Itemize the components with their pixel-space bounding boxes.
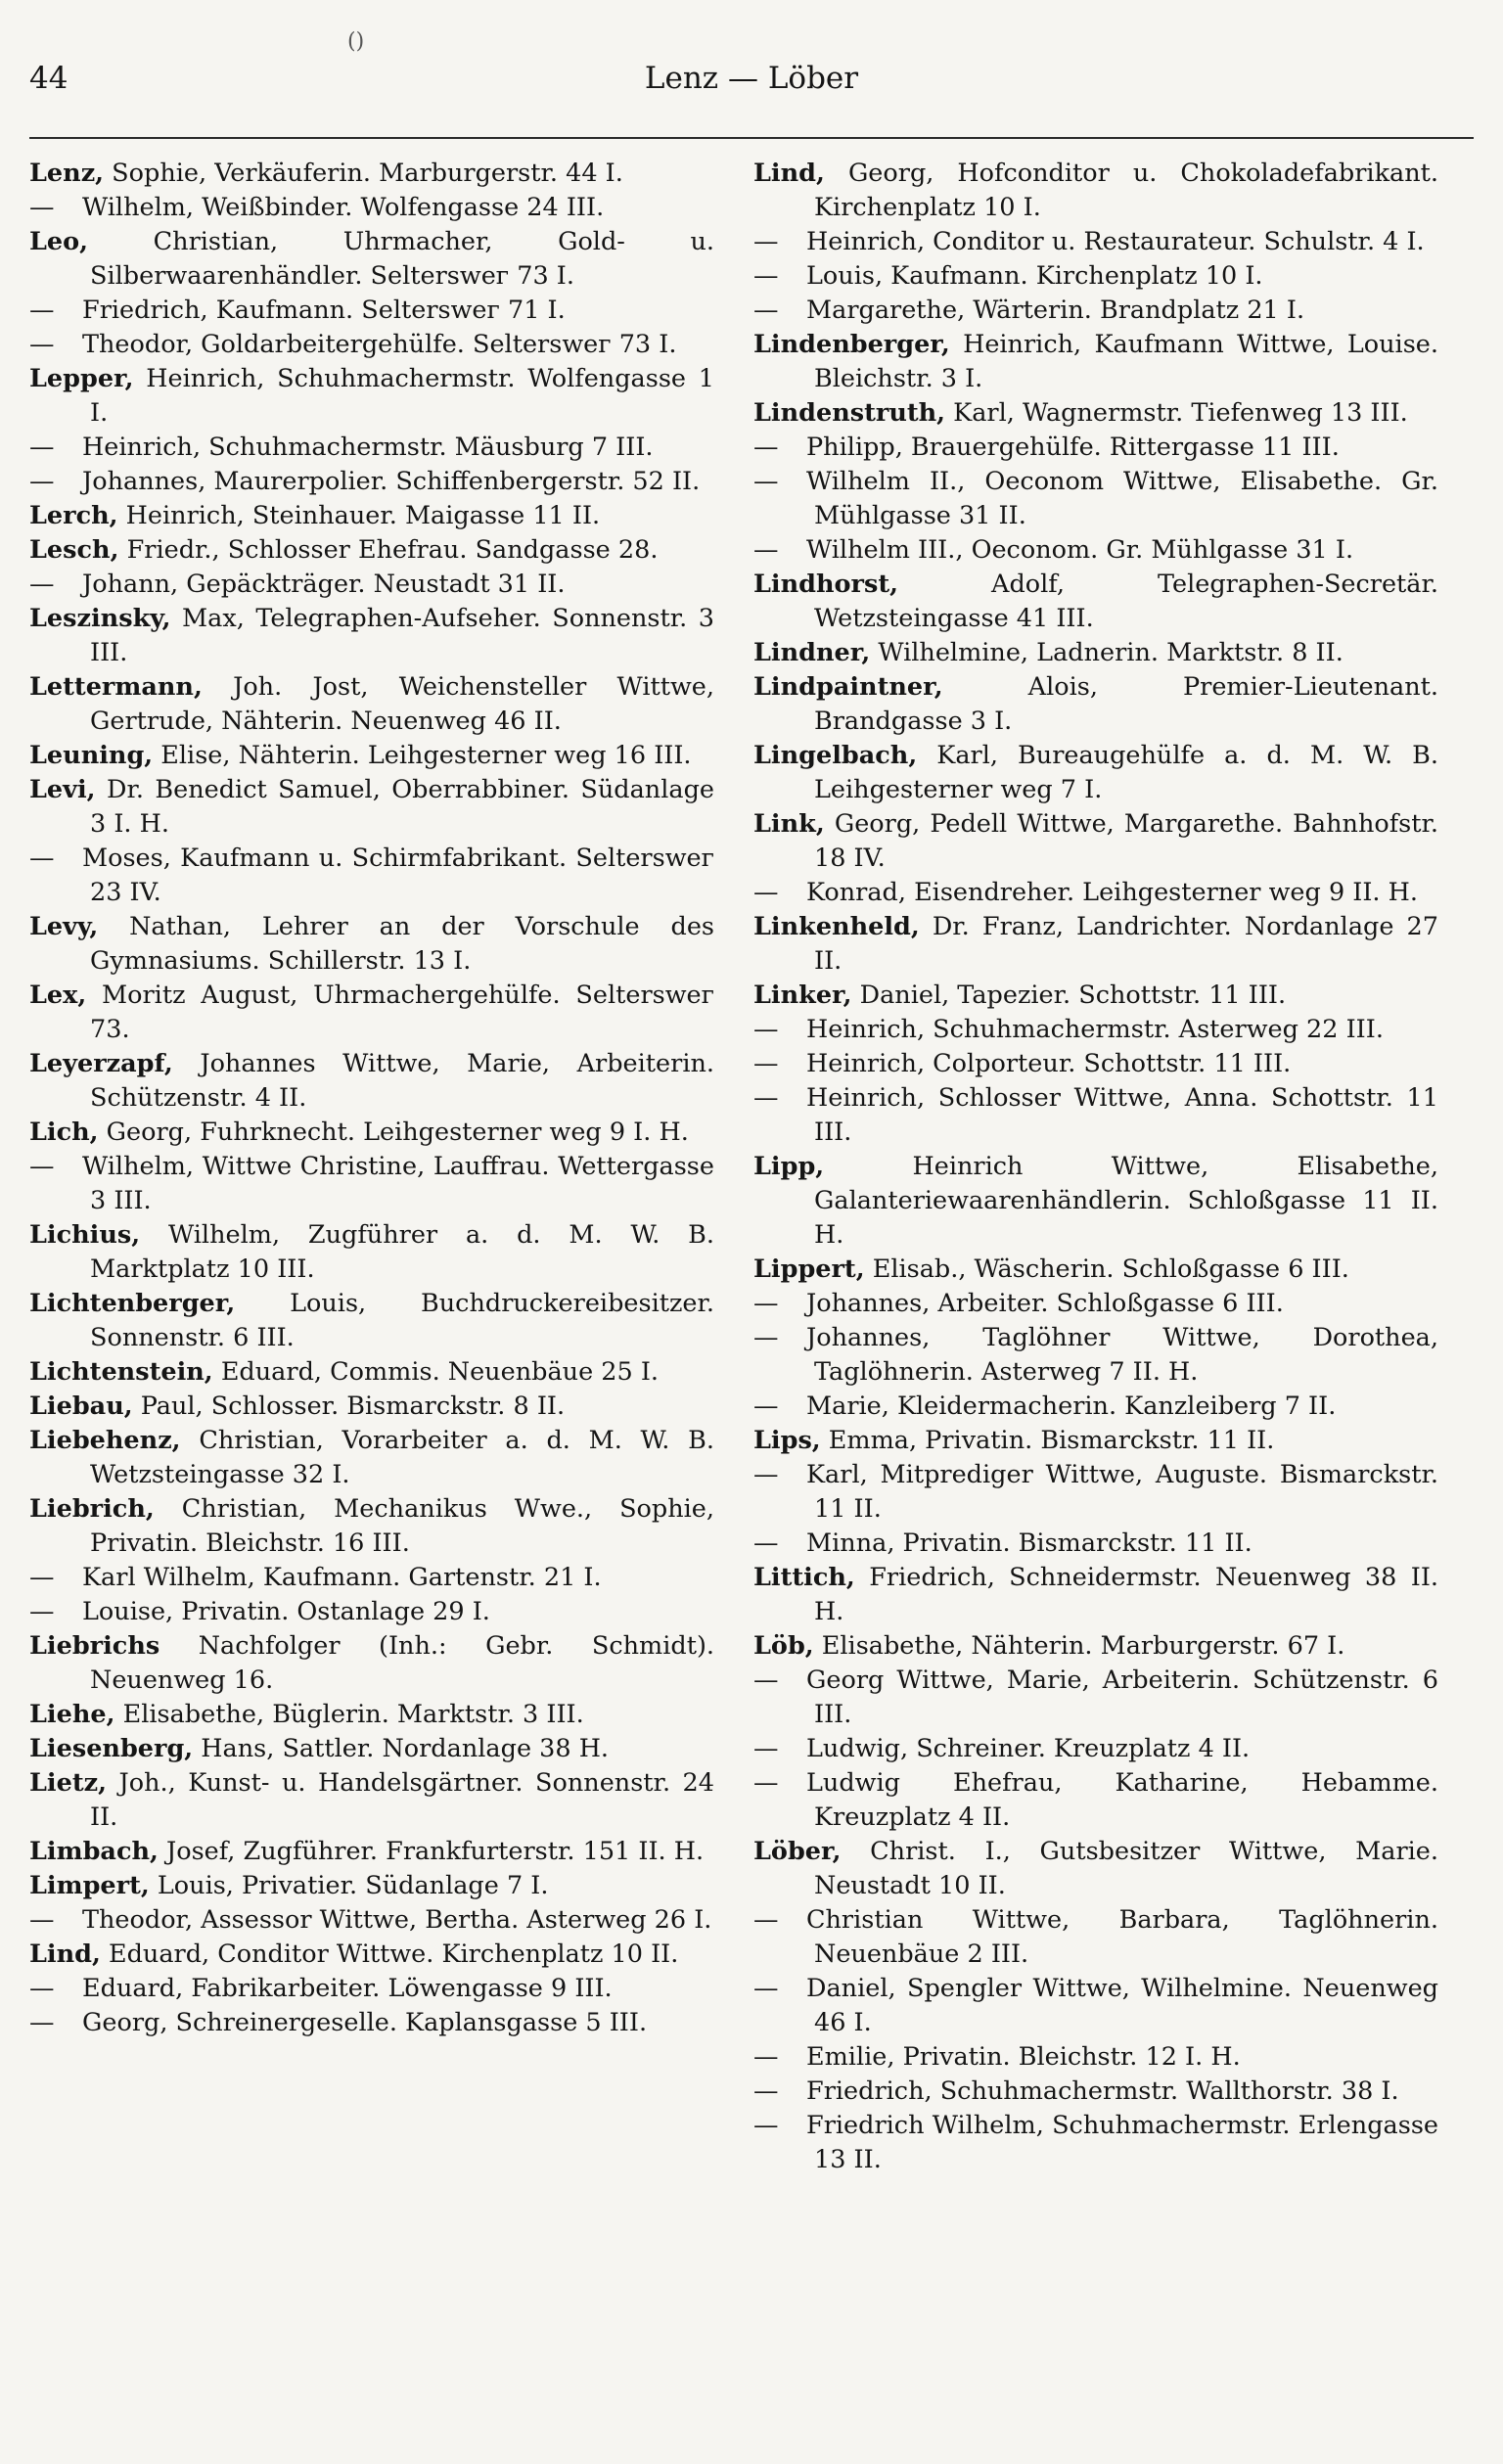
directory-entry xyxy=(29,157,714,191)
directory-entry xyxy=(29,979,714,1047)
ditto-dash: — xyxy=(29,330,55,359)
left-column xyxy=(29,157,714,2040)
ditto-dash: — xyxy=(753,1083,779,1113)
ditto-dash: — xyxy=(753,1289,779,1318)
entry-surname: Limbach, xyxy=(29,1837,159,1866)
entry-surname: Linker, xyxy=(753,981,852,1010)
entry-surname: Littich, xyxy=(753,1563,855,1592)
entry-surname: Löber, xyxy=(753,1837,842,1866)
directory-entry xyxy=(753,1287,1438,1321)
ditto-dash: — xyxy=(753,1015,779,1044)
entry-surname: Lerch, xyxy=(29,501,118,530)
entry-details: Heinrich, Conditor u. Restaurateur. Schulstr. 4 I. xyxy=(806,227,1425,256)
directory-entry xyxy=(753,2040,1438,2075)
ditto-dash: — xyxy=(753,227,779,256)
entry-details: Theodor, Assessor Wittwe, Bertha. Asterweg 26 I. xyxy=(82,1905,712,1935)
entry-details: Georg Wittwe, Marie, Arbeiterin. Schützenstr. 6 III. xyxy=(806,1665,1438,1729)
entry-details: Hans, Sattler. Nordanlage 38 H. xyxy=(201,1734,610,1763)
directory-entry xyxy=(753,1013,1438,1047)
entry-surname: Lich, xyxy=(29,1118,99,1147)
entry-details: Georg, Schreinergeselle. Kaplansgasse 5 III. xyxy=(82,2008,648,2037)
entry-details: Heinrich, Colporteur. Schottstr. 11 III. xyxy=(806,1049,1292,1078)
entry-details: Elisabethe, Nähterin. Marburgerstr. 67 I. xyxy=(821,1631,1345,1661)
entry-details: Friedrich, Schneidermstr. Neuenweg 38 II. H. xyxy=(814,1563,1438,1626)
ditto-dash: — xyxy=(753,467,779,496)
directory-entry xyxy=(29,1766,714,1835)
entry-details: Ludwig Ehefrau, Katharine, Hebamme. Kreuzplatz 4 II. xyxy=(806,1768,1438,1832)
directory-entry xyxy=(29,1732,714,1766)
entry-details: Christian, Mechanikus Wwe., Sophie, Privatin. Bleichstr. 16 III. xyxy=(90,1494,714,1558)
entry-surname: Lingelbach, xyxy=(753,741,918,770)
entry-details: Wilhelm, Zugführer a. d. M. W. B. Marktplatz 10 III. xyxy=(90,1220,714,1284)
entry-details: Heinrich Wittwe, Elisabethe, Galanteriewaarenhändlerin. Schloßgasse 11 II. H. xyxy=(814,1152,1439,1250)
entry-surname: Leuning, xyxy=(29,741,154,770)
entry-details: Georg, Hofconditor u. Chokoladefabrikant. Kirchenplatz 10 I. xyxy=(814,159,1438,222)
entry-details: Karl, Mitprediger Wittwe, Auguste. Bismarckstr. 11 II. xyxy=(806,1460,1438,1524)
directory-entry xyxy=(753,1081,1438,1150)
entry-surname: Lips, xyxy=(753,1426,821,1455)
entry-details: Dr. Franz, Landrichter. Nordanlage 27 II. xyxy=(814,912,1438,976)
entry-surname: Liebau, xyxy=(29,1392,133,1421)
directory-entry xyxy=(29,1835,714,1869)
entry-details: Karl, Wagnermstr. Tiefenweg 13 III. xyxy=(953,398,1408,428)
entry-details: Elisabethe, Büglerin. Marktstr. 3 III. xyxy=(122,1700,584,1729)
directory-entry xyxy=(29,1972,714,2006)
entry-details: Friedrich, Schuhmachermstr. Wallthorstr. 38 I. xyxy=(806,2076,1399,2106)
entry-details: Louis, Kaufmann. Kirchenplatz 10 I. xyxy=(806,261,1263,291)
entry-details: Georg, Pedell Wittwe, Margarethe. Bahnhofstr. 18 IV. xyxy=(814,809,1439,873)
ditto-dash: — xyxy=(29,433,55,462)
directory-entry xyxy=(29,1595,714,1629)
directory-entry xyxy=(29,533,714,568)
ditto-dash: — xyxy=(753,1529,779,1558)
ditto-dash: — xyxy=(29,1974,55,2003)
entry-details: Johannes, Maurerpolier. Schiffenbergerstr. 52 II. xyxy=(82,467,701,496)
directory-entry xyxy=(753,568,1438,636)
entry-details: Alois, Premier-Lieutenant. Brandgasse 3 I. xyxy=(814,672,1439,736)
entry-details: Wilhelm II., Oeconom Wittwe, Elisabethe. Gr. Mühlgasse 31 II. xyxy=(806,467,1438,530)
directory-entry xyxy=(753,979,1438,1013)
directory-entry xyxy=(753,465,1438,533)
directory-entry xyxy=(29,465,714,499)
ditto-dash: — xyxy=(753,1665,779,1695)
directory-entry xyxy=(29,1287,714,1355)
entry-details: Daniel, Spengler Wittwe, Wilhelmine. Neuenweg 46 I. xyxy=(806,1974,1438,2037)
directory-entry xyxy=(29,191,714,225)
entry-details: Theodor, Goldarbeitergehülfe. Selterswег 73 I. xyxy=(82,330,677,359)
ditto-dash: — xyxy=(753,433,779,462)
top-mark: () xyxy=(347,29,365,54)
entry-details: Max, Telegraphen-Aufseher. Sonnenstr. 3 III. xyxy=(90,604,714,667)
directory-entry xyxy=(29,294,714,328)
directory-entry xyxy=(753,1732,1438,1766)
entry-details: Johannes, Taglöhner Wittwe, Dorothea, Taglöhnerin. Asterweg 7 II. H. xyxy=(806,1323,1438,1387)
entry-surname: Lettermann, xyxy=(29,672,203,702)
entry-details: Friedrich Wilhelm, Schuhmachermstr. Erlengasse 13 II. xyxy=(806,2111,1438,2174)
entry-surname: Levy, xyxy=(29,912,99,941)
directory-entry xyxy=(29,431,714,465)
entry-details: Emilie, Privatin. Bleichstr. 12 I. H. xyxy=(806,2042,1241,2072)
entry-surname: Liehe, xyxy=(29,1700,115,1729)
directory-entry xyxy=(29,1218,714,1287)
entry-surname: Link, xyxy=(753,809,825,839)
entry-details: Georg, Fuhrknecht. Leihgesterner weg 9 I. H. xyxy=(106,1118,689,1147)
directory-entry xyxy=(753,157,1438,225)
directory-entry xyxy=(753,225,1438,259)
directory-entry xyxy=(29,1492,714,1561)
entry-surname: Lietz, xyxy=(29,1768,107,1798)
ditto-dash: — xyxy=(753,1905,779,1935)
entry-surname: Lesch, xyxy=(29,535,119,565)
directory-entry xyxy=(29,1150,714,1218)
entry-details: Heinrich, Kaufmann Wittwe, Louise. Bleichstr. 3 I. xyxy=(814,330,1438,393)
entry-details: Friedrich, Kaufmann. Selterswег 71 I. xyxy=(82,296,566,325)
ditto-dash: — xyxy=(753,1974,779,2003)
entry-details: Minna, Privatin. Bismarckstr. 11 II. xyxy=(806,1529,1252,1558)
ditto-dash: — xyxy=(753,1734,779,1763)
entry-details: Moritz August, Uhrmachergehülfe. Selterswег 73. xyxy=(90,981,714,1044)
entry-details: Friedr., Schlosser Ehefrau. Sandgasse 28. xyxy=(126,535,659,565)
directory-entry xyxy=(753,259,1438,294)
directory-entry xyxy=(29,1938,714,1972)
directory-entry xyxy=(753,1629,1438,1664)
entry-details: Eduard, Commis. Neuenbäue 25 I. xyxy=(220,1357,659,1387)
entry-surname: Linkenheld, xyxy=(753,912,920,941)
directory-entry xyxy=(753,431,1438,465)
entry-details: Paul, Schlosser. Bismarckstr. 8 II. xyxy=(140,1392,566,1421)
ditto-dash: — xyxy=(29,193,55,222)
entry-details: Philipp, Brauergehülfe. Rittergasse 11 III. xyxy=(806,433,1340,462)
directory-entry xyxy=(753,670,1438,739)
right-column xyxy=(753,157,1438,2177)
entry-details: Johann, Gepäckträger. Neustadt 31 II. xyxy=(82,570,566,599)
directory-entry xyxy=(29,1629,714,1698)
entry-surname: Lind, xyxy=(29,1939,101,1969)
directory-entry xyxy=(753,1766,1438,1835)
directory-entry xyxy=(29,328,714,362)
directory-entry xyxy=(753,739,1438,807)
entry-surname: Lichtenberger, xyxy=(29,1289,236,1318)
directory-entry xyxy=(753,910,1438,979)
entry-surname: Lindhorst, xyxy=(753,570,898,599)
ditto-dash: — xyxy=(29,1597,55,1626)
ditto-dash: — xyxy=(753,2111,779,2140)
entry-details: Joh. Jost, Weichensteller Wittwe, Gertrude, Nähterin. Neuenweg 46 II. xyxy=(90,672,714,736)
entry-surname: Lenz, xyxy=(29,159,105,188)
entry-surname: Liebrichs xyxy=(29,1631,160,1661)
directory-entry xyxy=(753,1321,1438,1390)
entry-details: Karl Wilhelm, Kaufmann. Gartenstr. 21 I. xyxy=(82,1563,602,1592)
entry-surname: Lindpaintner, xyxy=(753,672,943,702)
entry-surname: Lippert, xyxy=(753,1255,865,1284)
entry-surname: Levi, xyxy=(29,775,96,804)
ditto-dash: — xyxy=(29,844,55,873)
header-rule xyxy=(29,137,1474,139)
entry-details: Joh., Kunst- u. Handelsgärtner. Sonnenstr. 24 II. xyxy=(90,1768,715,1832)
ditto-dash: — xyxy=(753,2042,779,2072)
directory-entry xyxy=(753,1047,1438,1081)
directory-entry xyxy=(753,2075,1438,2109)
entry-details: Heinrich, Steinhauer. Maigasse 11 II. xyxy=(125,501,601,530)
directory-entry xyxy=(753,1527,1438,1561)
directory-entry xyxy=(753,1458,1438,1527)
entry-surname: Leo, xyxy=(29,227,89,256)
ditto-dash: — xyxy=(29,570,55,599)
entry-surname: Lepper, xyxy=(29,364,134,393)
ditto-dash: — xyxy=(29,1563,55,1592)
directory-entry xyxy=(29,842,714,910)
entry-details: Josef, Zugführer. Frankfurterstr. 151 II. H. xyxy=(166,1837,705,1866)
directory-entry xyxy=(29,499,714,533)
directory-entry xyxy=(753,294,1438,328)
entry-details: Eduard, Fabrikarbeiter. Löwengasse 9 III. xyxy=(82,1974,613,2003)
page-number: 44 xyxy=(29,61,68,96)
ditto-dash: — xyxy=(753,878,779,907)
entry-details: Louise, Privatin. Ostanlage 29 I. xyxy=(82,1597,490,1626)
entry-details: Wilhelmine, Ladnerin. Marktstr. 8 II. xyxy=(878,638,1344,667)
directory-entry xyxy=(29,670,714,739)
ditto-dash: — xyxy=(753,535,779,565)
ditto-dash: — xyxy=(29,296,55,325)
directory-entry xyxy=(29,602,714,670)
entry-details: Emma, Privatin. Bismarckstr. 11 II. xyxy=(828,1426,1275,1455)
directory-entry xyxy=(753,1835,1438,1903)
directory-entry xyxy=(29,773,714,842)
entry-surname: Lex, xyxy=(29,981,87,1010)
entry-details: Heinrich, Schuhmachermstr. Asterweg 22 III. xyxy=(806,1015,1384,1044)
directory-entry xyxy=(29,739,714,773)
ditto-dash: — xyxy=(753,1323,779,1352)
entry-details: Nachfolger (Inh.: Gebr. Schmidt). Neuenweg 16. xyxy=(90,1631,714,1695)
entry-details: Margarethe, Wärterin. Brandplatz 21 I. xyxy=(806,296,1305,325)
entry-details: Elisab., Wäscherin. Schloßgasse 6 III. xyxy=(872,1255,1349,1284)
entry-details: Sophie, Verkäuferin. Marburgerstr. 44 I. xyxy=(112,159,623,188)
directory-entry xyxy=(29,362,714,431)
directory-entry xyxy=(29,1698,714,1732)
directory-entry xyxy=(29,1355,714,1390)
entry-surname: Liebehenz, xyxy=(29,1426,181,1455)
ditto-dash: — xyxy=(753,1049,779,1078)
entry-surname: Leszinsky, xyxy=(29,604,171,633)
entry-details: Wilhelm III., Oeconom. Gr. Mühlgasse 31 I. xyxy=(806,535,1354,565)
entry-details: Louis, Buchdruckereibesitzer. Sonnenstr. 6 III. xyxy=(90,1289,714,1352)
entry-details: Heinrich, Schlosser Wittwe, Anna. Schottstr. 11 III. xyxy=(806,1083,1438,1147)
ditto-dash: — xyxy=(29,1905,55,1935)
entry-details: Heinrich, Schuhmachermstr. Mäusburg 7 III. xyxy=(82,433,654,462)
entry-details: Christian Wittwe, Barbara, Taglöhnerin. Neuenbäue 2 III. xyxy=(806,1905,1438,1969)
directory-entry xyxy=(753,1150,1438,1253)
directory-entry xyxy=(753,1424,1438,1458)
entry-details: Marie, Kleidermacherin. Kanzleiberg 7 II. xyxy=(806,1392,1337,1421)
entry-details: Nathan, Lehrer an der Vorschule des Gymnasiums. Schillerstr. 13 I. xyxy=(90,912,715,976)
entry-details: Christian, Vorarbeiter a. d. M. W. B. Wetzsteingasse 32 I. xyxy=(90,1426,714,1489)
entry-details: Heinrich, Schuhmachermstr. Wolfengasse 1 I. xyxy=(90,364,715,428)
entry-details: Eduard, Conditor Wittwe. Kirchenplatz 10 II. xyxy=(108,1939,679,1969)
entry-details: Karl, Bureaugehülfe a. d. M. W. B. Leihgesterner weg 7 I. xyxy=(814,741,1438,804)
directory-entry xyxy=(29,568,714,602)
directory-entry xyxy=(29,2006,714,2040)
entry-details: Wilhelm, Wittwe Christine, Lauffrau. Wettergasse 3 III. xyxy=(82,1152,714,1215)
directory-entry xyxy=(29,225,714,294)
directory-entry xyxy=(29,1047,714,1116)
directory-entry xyxy=(753,396,1438,431)
entry-details: Moses, Kaufmann u. Schirmfabrikant. Selterswег 23 IV. xyxy=(82,844,714,907)
ditto-dash: — xyxy=(753,1768,779,1798)
directory-entry xyxy=(753,636,1438,670)
ditto-dash: — xyxy=(753,1460,779,1489)
directory-entry xyxy=(753,876,1438,910)
directory-entry xyxy=(29,1903,714,1938)
entry-details: Ludwig, Schreiner. Kreuzplatz 4 II. xyxy=(806,1734,1251,1763)
entry-surname: Löb, xyxy=(753,1631,814,1661)
entry-surname: Limpert, xyxy=(29,1871,150,1900)
directory-entry xyxy=(29,1869,714,1903)
ditto-dash: — xyxy=(29,467,55,496)
entry-surname: Liesenberg, xyxy=(29,1734,194,1763)
directory-entry xyxy=(753,533,1438,568)
ditto-dash: — xyxy=(753,2076,779,2106)
ditto-dash: — xyxy=(753,261,779,291)
ditto-dash: — xyxy=(753,1392,779,1421)
entry-details: Christian, Uhrmacher, Gold- u. Silberwaarenhändler. Selterswег 73 I. xyxy=(90,227,714,291)
entry-surname: Lindner, xyxy=(753,638,871,667)
directory-entry xyxy=(29,910,714,979)
directory-entry xyxy=(753,328,1438,396)
ditto-dash: — xyxy=(753,296,779,325)
entry-surname: Lipp, xyxy=(753,1152,825,1181)
directory-entry xyxy=(29,1561,714,1595)
entry-surname: Lichius, xyxy=(29,1220,141,1250)
entry-surname: Lind, xyxy=(753,159,825,188)
entry-details: Daniel, Tapezier. Schottstr. 11 III. xyxy=(859,981,1287,1010)
entry-details: Louis, Privatier. Südanlage 7 I. xyxy=(157,1871,549,1900)
entry-surname: Liebrich, xyxy=(29,1494,155,1524)
running-head: Lenz — Löber xyxy=(644,61,859,96)
entry-details: Christ. I., Gutsbesitzer Wittwe, Marie. Neustadt 10 II. xyxy=(814,1837,1438,1900)
entry-details: Johannes, Arbeiter. Schloßgasse 6 III. xyxy=(806,1289,1284,1318)
entry-details: Adolf, Telegraphen-Secretär. Wetzsteingasse 41 III. xyxy=(814,570,1439,633)
directory-entry xyxy=(753,2109,1438,2177)
directory-entry xyxy=(753,807,1438,876)
entry-details: Konrad, Eisendreher. Leihgesterner weg 9 II. H. xyxy=(806,878,1418,907)
directory-entry xyxy=(29,1116,714,1150)
directory-entry xyxy=(753,1664,1438,1732)
entry-surname: Lindenstruth, xyxy=(753,398,946,428)
directory-entry xyxy=(753,1561,1438,1629)
entry-details: Elise, Nähterin. Leihgesterner weg 16 III. xyxy=(160,741,692,770)
entry-surname: Lichtenstein, xyxy=(29,1357,213,1387)
ditto-dash: — xyxy=(29,2008,55,2037)
directory-entry xyxy=(753,1903,1438,1972)
directory-entry xyxy=(753,1390,1438,1424)
ditto-dash: — xyxy=(29,1152,55,1181)
directory-entry xyxy=(753,1253,1438,1287)
entry-details: Dr. Benedict Samuel, Oberrabbiner. Südanlage 3 I. H. xyxy=(90,775,715,839)
entry-details: Wilhelm, Weißbinder. Wolfengasse 24 III. xyxy=(82,193,605,222)
page-header xyxy=(29,61,1474,115)
entry-details: Johannes Wittwe, Marie, Arbeiterin. Schützenstr. 4 II. xyxy=(90,1049,715,1113)
entry-surname: Lindenberger, xyxy=(753,330,950,359)
entry-surname: Leyerzapf, xyxy=(29,1049,173,1078)
directory-entry xyxy=(753,1972,1438,2040)
directory-entry xyxy=(29,1390,714,1424)
directory-entry xyxy=(29,1424,714,1492)
